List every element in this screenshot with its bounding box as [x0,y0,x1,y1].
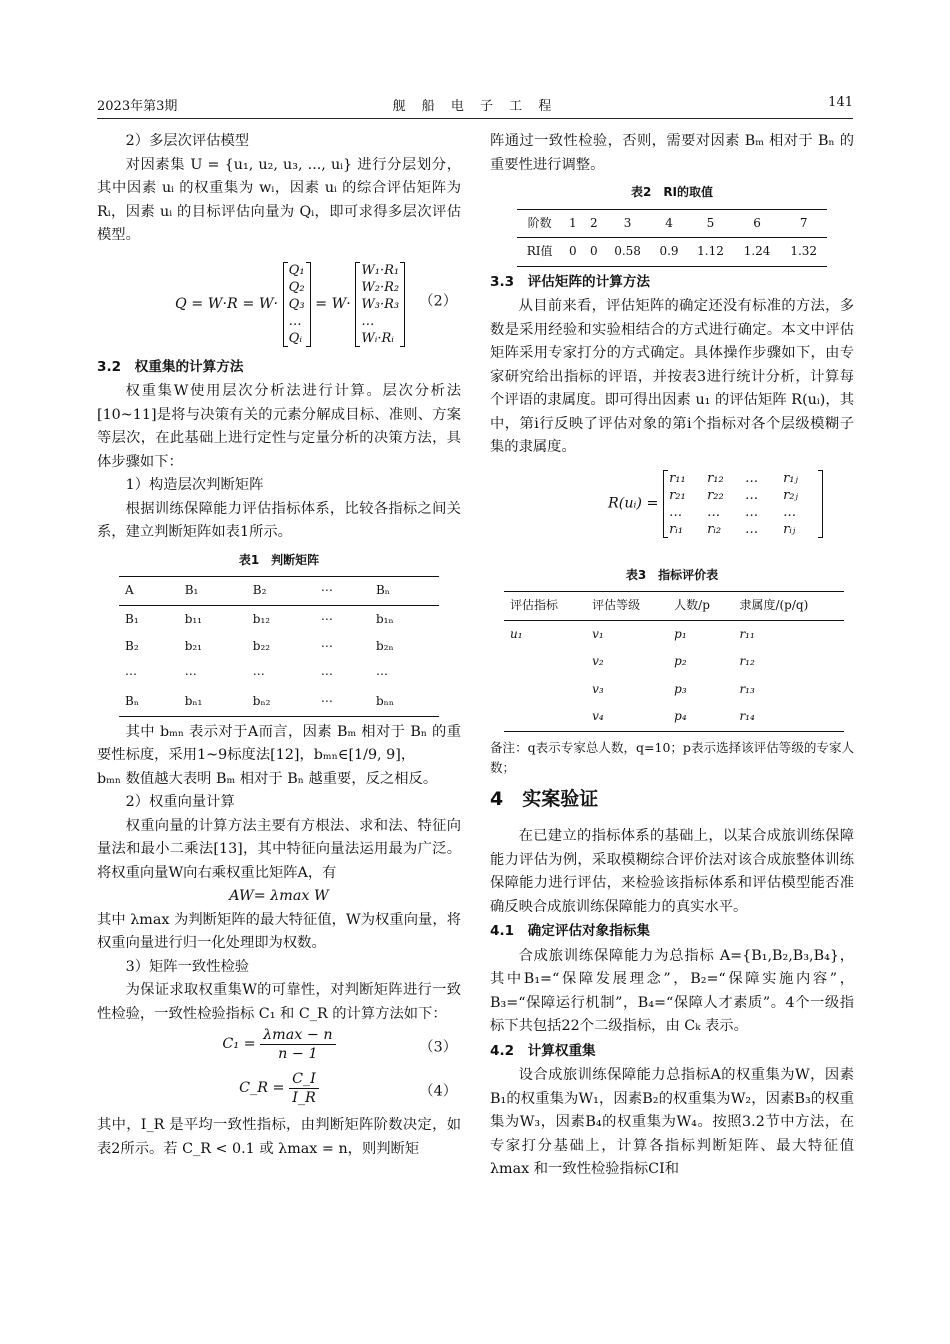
consistency-body: 为保证求取权重集W的可靠性，对判断矩阵进行一致性检验，一致性检验指标 C₁ 和 C_R 的计算方法如下： [97,982,461,1022]
r-matrix-entry: … [707,504,721,520]
table3-note: 备注：q表示专家总人数，q=10；p表示选择该评估等级的专家人数； [490,739,854,775]
table2-order-cell: 6 [753,215,761,230]
table2-ri-cell: 1.24 [743,244,771,258]
r-matrix-entry: r₁₁ [669,470,686,486]
eq4-fraction [289,1070,319,1107]
eq4-lhs: C_R = [239,1079,285,1096]
eq4-numerator: C_I [289,1070,319,1089]
left-column [97,130,461,1161]
table-row [504,703,844,731]
journal-issue: 2023年第3期 [97,99,178,114]
r-matrix [663,470,823,538]
table1-header-cell: A [125,583,134,597]
table1-cell: ⋯ [184,666,197,681]
table1-header-cell: B₂ [252,583,267,597]
q-vector-entry: … [288,313,302,329]
table1-caption: 表1 判断矩阵 [238,552,320,567]
table3-header-cell: 人数/p [674,598,710,612]
eq3-fraction [260,1026,335,1063]
table1-judgment-matrix [119,576,439,717]
table-row [504,676,844,704]
table1-cell: ⋯ [320,639,333,653]
table2-ri-cell: 0.58 [614,244,641,258]
table3-header-cell: 评估等级 [592,598,641,612]
right-column [490,130,854,1182]
r-matrix-entry: rᵢⱼ [783,521,796,537]
r-matrix-entry: … [783,504,797,520]
table3-caption: 表3 指标评价表 [625,567,719,582]
eq2-lhs: Q = W·R = W· [175,295,279,312]
table3-cell: v₁ [592,626,604,641]
section-4-2-body: 设合成旅训练保障能力总指标A的权重集为W，因素B₁的权重集为W₁，因素B₂的权重集为W₂，因素B₃的权重集为W₃，因素B₄的权重集为W₄。按照3.2节中方法，在专家打分基础上，计算各指标判断矩阵、最大特征值 λmax 和一致性检验指标CI和 [490,1067,854,1177]
eq2-q-vector [283,262,311,347]
table2-ri-cell: 1.12 [697,244,724,258]
lambda-explanation: 其中 λmax 为判断矩阵的最大特征值，W为权重向量，将权重向量进行归一化处理即为权数。 [97,911,461,951]
r-matrix-entry: … [745,504,759,520]
table3-header-cell: 评估指标 [510,598,559,612]
q-vector-entry: Q₂ [288,279,305,295]
r-matrix-entry: r₁₂ [707,470,724,486]
q-vector-entry: Q₃ [288,296,305,312]
wr-vector-entry: W₃·R₃ [361,296,400,312]
table1-cell: ⋯ [320,666,333,681]
r-matrix-entry: rᵢ₁ [669,521,684,537]
table1-cell: ⋯ [375,666,388,681]
consistency-continued: 阵通过一致性检验，否则，需要对因素 Bₘ 相对于 Bₙ 的重要性进行调整。 [490,133,854,173]
eq3-number: （3） [419,1039,457,1056]
consistency-title: 3）矩阵一致性检验 [125,958,250,975]
build-matrix-title: 1）构造层次判断矩阵 [125,477,264,493]
table3-cell: u₁ [510,626,523,641]
page-header [97,95,853,117]
table2-order-cell: 3 [623,215,632,230]
table3-cell: v₄ [592,709,604,723]
r-matrix-entry: r₂₁ [669,487,686,503]
table-row [504,648,844,676]
table3-cell [504,676,586,704]
equation-aw: AW= λmax W [229,888,329,904]
section-4-body: 在已建立的指标体系的基础上，以某合成旅训练保障能力评估为例，采取模糊综合评价法对该合成旅整体训练保障能力进行评估，来检验该指标体系和评估模型能否准确反映合成旅训练保障能力的真实水平。 [490,828,854,915]
multi-level-body: 对因素集 U = {u₁, u₂, u₃, ..., uᵢ} 进行分层划分，其中因素 uᵢ 的权重集为 wᵢ，因素 uᵢ 的综合评估矩阵为 Rᵢ，因素 uᵢ 的目标评估向量为 Qᵢ，即可求得多层次评估模型。 [97,156,461,243]
table1-cell: Bₙ [125,694,140,708]
table2-order-cell: 4 [665,215,673,230]
eq3-denominator: n − 1 [278,1046,318,1062]
table1-cell: ⋯ [125,666,137,681]
weight-vector-body: 权重向量的计算方法主要有方根法、求和法、特征向量法和最小二乘法[13]，其中特征向量法运用最为广泛。将权重向量W向右乘权重比矩阵A，有 [97,817,461,881]
equation-2 [97,254,461,350]
section-3-3-heading: 3.3 评估矩阵的计算方法 [490,273,651,290]
equation-r-matrix [490,466,854,558]
ir-explanation: 其中，I_R 是平均一致性指标，由判断矩阵阶数决定，如表2所示。若 C_R < 0.1 或 λmax = n，则判断矩 [97,1117,461,1157]
equation-3 [97,1026,461,1070]
table1-cell: b₁ₙ [375,611,394,626]
table3-cell: p₁ [674,626,687,641]
table1-cell: B₂ [125,639,139,653]
table1-cell: B₁ [125,611,139,626]
eq2-wr-vector [355,262,405,347]
table1-cell: bₙ₂ [252,694,271,708]
eq3-lhs: C₁ = [222,1035,256,1052]
table1-cell: ⋯ [320,694,333,708]
table2-ri-cell: 0 [568,244,577,258]
table1-cell: b₁₁ [184,611,202,626]
section-4-heading: 4 实案验证 [490,787,599,810]
table2-order-cell: 1 [568,215,577,230]
table3-cell: p₄ [674,709,687,723]
table2-ri-cell: 0.9 [659,244,679,258]
r-matrix-entry: … [669,504,683,520]
table-row [119,605,439,633]
r-matrix-lhs: R(uᵢ) = [608,494,659,511]
table2-order-cell: 2 [589,215,598,230]
wr-vector-entry: W₁·R₁ [361,262,400,278]
table3-evaluation [504,591,844,732]
table3-cell [504,648,586,676]
bmn-explanation-2: bₘₙ 数值越大表明 Bₘ 相对于 Bₙ 越重要，反之相反。 [97,770,438,787]
q-vector-entry: Qᵢ [288,330,302,346]
r-matrix-entry: rᵢ₂ [707,521,722,537]
table1-cell: b₂₁ [184,639,202,653]
table-row [119,633,439,661]
table2-caption: 表2 RI的取值 [630,185,714,199]
section-4-1-body: 合成旅训练保障能力为总指标 A={B₁,B₂,B₃,B₄}，其中B₁=“保障发展理念”，B₂=“保障实施内容”，B₃=“保障运行机制”，B₄=“保障人才素质”。4个一级指标下共包括22个二级指标，由 Cₖ 表示。 [490,947,854,1034]
section-3-3-body: 从目前来看，评估矩阵的确定还没有标准的方法，多数是采用经验和实验相结合的方式进行确定。本文中评估矩阵采用专家打分的方式确定。具体操作步骤如下，由专家研究给出指标的评语，并按表3进行统计分析，计算每个评语的隶属度。即可得出因素 u₁ 的评估矩阵 R(uᵢ)，其中，第i行反映了评估对象的第i个指标对各个层级模糊子集的隶属度。 [490,298,854,455]
table1-cell: bₙₙ [375,694,395,708]
table1-cell: b₁₂ [252,611,271,626]
journal-title: 舰 船 电 子 工 程 [392,99,558,114]
bmn-explanation: 其中 bₘₙ 表示对于A而言，因素 Bₘ 相对于 Bₙ 的重要性标度，采用1~9标度法[12]，bₘₙ∈[1/9, 9]， [97,723,461,763]
table2-order-cell: 7 [799,215,808,230]
section-4-2-heading: 4.2 计算权重集 [490,1042,596,1059]
table3-cell: v₃ [592,681,604,696]
multi-level-title: 2）多层次评估模型 [125,133,250,149]
table3-cell: r₁₂ [739,654,755,668]
r-matrix-entry: … [745,487,759,503]
table1-cell: bₙ₁ [184,694,203,708]
eq3-numerator: λmax − n [260,1026,335,1045]
weight-vector-title: 2）权重向量计算 [125,794,235,810]
table2-ri-cell: 1.32 [790,244,818,258]
eq4-denominator: I_R [292,1090,316,1106]
section-3-2-body: 权重集W使用层次分析法进行计算。层次分析法[10~11]是将与决策有关的元素分解成目标、准则、方案等层次，在此基础上进行定性与定量分析的决策方法，具体步骤如下： [97,383,461,470]
table3-cell: p₂ [674,654,687,668]
table1-cell: b₂ₙ [375,639,394,653]
header-rule [97,118,853,119]
table3-cell: r₁₁ [739,626,755,641]
wr-vector-entry: … [361,313,375,329]
table2-ri-values [517,209,827,267]
r-matrix-entry: … [745,470,759,486]
wr-vector-entry: W₂·R₂ [361,279,400,295]
eq2-mid: = W· [315,295,351,312]
eq4-number: （4） [419,1083,457,1100]
r-matrix-entry: r₂₂ [707,487,724,503]
section-4-1-heading: 4.1 确定评估对象指标集 [490,923,651,939]
q-vector-entry: Q₁ [288,262,305,278]
table2-ri-cell: 0 [589,244,598,258]
build-matrix-body: 根据训练保障能力评估指标体系，比较各指标之间关系，建立判断矩阵如表1所示。 [97,500,461,540]
r-matrix-entry: r₁ⱼ [783,470,798,486]
table1-cell: b₂₂ [252,639,271,653]
table2-order-cell: 5 [706,215,715,230]
table-row [504,620,844,648]
r-matrix-entry: r₂ⱼ [783,487,798,503]
table3-cell [504,703,586,731]
table1-header-cell: B₁ [184,583,199,597]
table1-header-cell: ⋯ [320,583,333,597]
table1-cell: ⋯ [252,666,265,681]
table1-header-cell: Bₙ [375,583,390,597]
page-number: 141 [828,95,853,110]
table-row [119,661,439,689]
r-matrix-grid [669,470,817,538]
wr-vector-entry: Wᵢ·Rᵢ [361,330,394,346]
table3-cell: r₁₄ [739,709,755,723]
table3-cell: p₃ [674,681,687,696]
r-matrix-entry: … [745,521,759,537]
table1-cell: ⋯ [320,611,333,626]
eq2-number: （2） [419,292,457,309]
table3-cell: r₁₃ [739,681,755,696]
table2-order-cell: 阶数 [527,215,552,230]
table-row [119,688,439,716]
section-3-2-heading: 3.2 权重集的计算方法 [97,358,244,375]
table3-header-cell: 隶属度/(p/q) [739,598,809,612]
table2-ri-cell: RI值 [526,244,553,258]
table3-cell: v₂ [592,654,604,668]
equation-4 [97,1070,461,1114]
